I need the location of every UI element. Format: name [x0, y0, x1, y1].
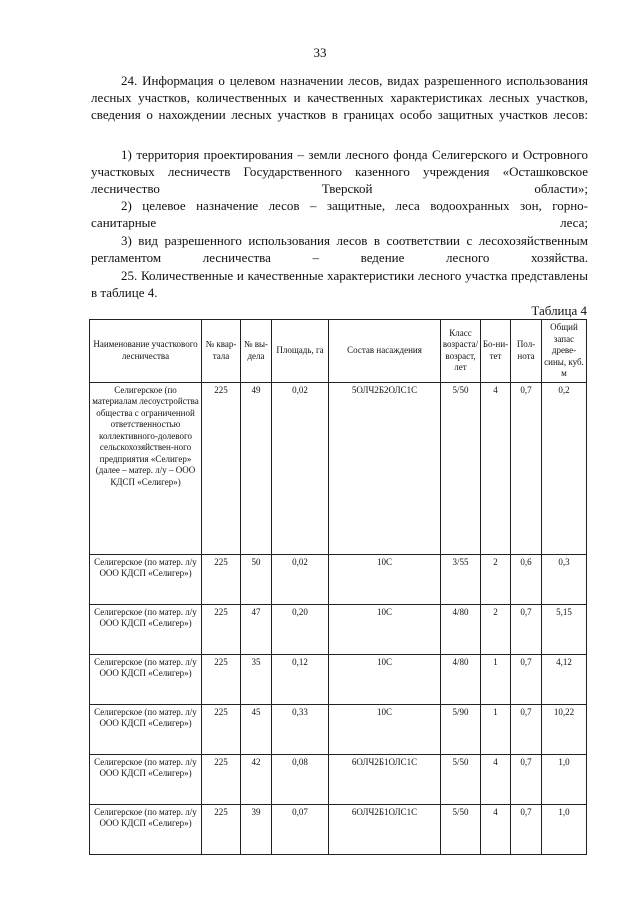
cell-bonitet: 2	[481, 554, 511, 604]
header-composition: Состав насаждения	[329, 320, 441, 383]
cell-section: 45	[241, 704, 272, 754]
cell-density: 0,7	[511, 804, 542, 854]
header-area: Площадь, га	[272, 320, 329, 383]
cell-section: 47	[241, 604, 272, 654]
cell-density: 0,7	[511, 754, 542, 804]
cell-density: 0,6	[511, 554, 542, 604]
cell-quarter: 225	[202, 382, 241, 554]
cell-name: Селигерское (по матер. л/у ООО КДСП «Селигер»)	[90, 704, 202, 754]
cell-stock: 0,2	[542, 382, 587, 554]
cell-stock: 1,0	[542, 754, 587, 804]
cell-area: 0,12	[272, 654, 329, 704]
header-bonitet: Бо-ни-тет	[481, 320, 511, 383]
cell-quarter: 225	[202, 554, 241, 604]
cell-age: 5/50	[441, 382, 481, 554]
cell-area: 0,20	[272, 604, 329, 654]
cell-stock: 0,3	[542, 554, 587, 604]
table-row	[90, 704, 587, 754]
cell-composition: 5ОЛЧ2Б2ОЛС1С	[329, 382, 441, 554]
cell-quarter: 225	[202, 654, 241, 704]
cell-density: 0,7	[511, 704, 542, 754]
cell-age: 4/80	[441, 654, 481, 704]
cell-bonitet: 1	[481, 654, 511, 704]
table-row	[90, 382, 587, 554]
cell-area: 0,08	[272, 754, 329, 804]
table-header-row	[90, 320, 587, 383]
cell-stock: 1,0	[542, 804, 587, 854]
cell-bonitet: 1	[481, 704, 511, 754]
cell-name: Селигерское (по матер. л/у ООО КДСП «Селигер»)	[90, 554, 202, 604]
header-name: Наименование участкового лесничества	[90, 320, 202, 383]
cell-age: 5/90	[441, 704, 481, 754]
cell-section: 35	[241, 654, 272, 704]
cell-area: 0,07	[272, 804, 329, 854]
cell-bonitet: 2	[481, 604, 511, 654]
cell-composition: 10С	[329, 704, 441, 754]
cell-name: Селигерское (по матер. л/у ООО КДСП «Селигер»)	[90, 804, 202, 854]
header-stock: Общий запас древе-сины, куб. м	[542, 320, 587, 383]
cell-composition: 10С	[329, 554, 441, 604]
cell-bonitet: 4	[481, 754, 511, 804]
cell-name: Селигерское (по матер. л/у ООО КДСП «Селигер»)	[90, 604, 202, 654]
cell-age: 5/50	[441, 754, 481, 804]
cell-section: 50	[241, 554, 272, 604]
cell-section: 39	[241, 804, 272, 854]
cell-composition: 10С	[329, 654, 441, 704]
cell-stock: 4,12	[542, 654, 587, 704]
cell-quarter: 225	[202, 604, 241, 654]
cell-quarter: 225	[202, 754, 241, 804]
cell-density: 0,7	[511, 604, 542, 654]
cell-composition: 6ОЛЧ2Б1ОЛС1С	[329, 804, 441, 854]
paragraph-25: 25. Количественные и качественные характеристики лесного участка представлены в таблице 4.	[91, 268, 588, 300]
cell-area: 0,02	[272, 554, 329, 604]
cell-stock: 10,22	[542, 704, 587, 754]
cell-age: 3/55	[441, 554, 481, 604]
cell-age: 5/50	[441, 804, 481, 854]
table-row	[90, 554, 587, 604]
paragraph-24: 24. Информация о целевом назначении лесов, видах разрешенного использования лесных участков, количественных и качественных характеристиках лесных участков, сведения о нахождении лесных участков в границах особо защитных участков лесов:	[91, 73, 588, 122]
cell-bonitet: 4	[481, 804, 511, 854]
cell-section: 49	[241, 382, 272, 554]
cell-bonitet: 4	[481, 382, 511, 554]
cell-quarter: 225	[202, 804, 241, 854]
cell-quarter: 225	[202, 704, 241, 754]
table-row	[90, 604, 587, 654]
paragraph-24-item-3: 3) вид разрешенного использования лесов в соответствии с лесохозяйственным регламентом лесничества – ведение лесного хозяйства.	[91, 233, 588, 265]
cell-name: Селигерское (по материалам лесоустройства общества с ограниченной ответственностью коллективного-долевого сельскохозяйствен-ного предприятия «Селигер» (далее – матер. л/у – ООО КДСП «Селигер»)	[90, 382, 202, 554]
header-age: Класс возраста/ возраст, лет	[441, 320, 481, 383]
header-density: Пол-нота	[511, 320, 542, 383]
cell-name: Селигерское (по матер. л/у ООО КДСП «Селигер»)	[90, 654, 202, 704]
cell-composition: 6ОЛЧ2Б1ОЛС1С	[329, 754, 441, 804]
table-row	[90, 804, 587, 854]
cell-section: 42	[241, 754, 272, 804]
page-number: 33	[313, 45, 327, 60]
header-quarter: № квар-тала	[202, 320, 241, 383]
cell-composition: 10С	[329, 604, 441, 654]
cell-stock: 5,15	[542, 604, 587, 654]
forest-characteristics-table	[89, 319, 587, 855]
table-caption: Таблица 4	[531, 303, 587, 318]
table-row	[90, 654, 587, 704]
cell-density: 0,7	[511, 654, 542, 704]
paragraph-24-item-2: 2) целевое назначение лесов – защитные, леса водоохранных зон, горно-санитарные леса;	[91, 198, 588, 230]
cell-area: 0,02	[272, 382, 329, 554]
cell-age: 4/80	[441, 604, 481, 654]
header-section: № вы-дела	[241, 320, 272, 383]
cell-name: Селигерское (по матер. л/у ООО КДСП «Селигер»)	[90, 754, 202, 804]
paragraph-24-item-1: 1) территория проектирования – земли лесного фонда Селигерского и Островного участковых лесничеств Государственного казенного учреждения «Осташковское лесничество Тверской области»;	[91, 147, 588, 196]
table-row	[90, 754, 587, 804]
cell-density: 0,7	[511, 382, 542, 554]
cell-area: 0,33	[272, 704, 329, 754]
